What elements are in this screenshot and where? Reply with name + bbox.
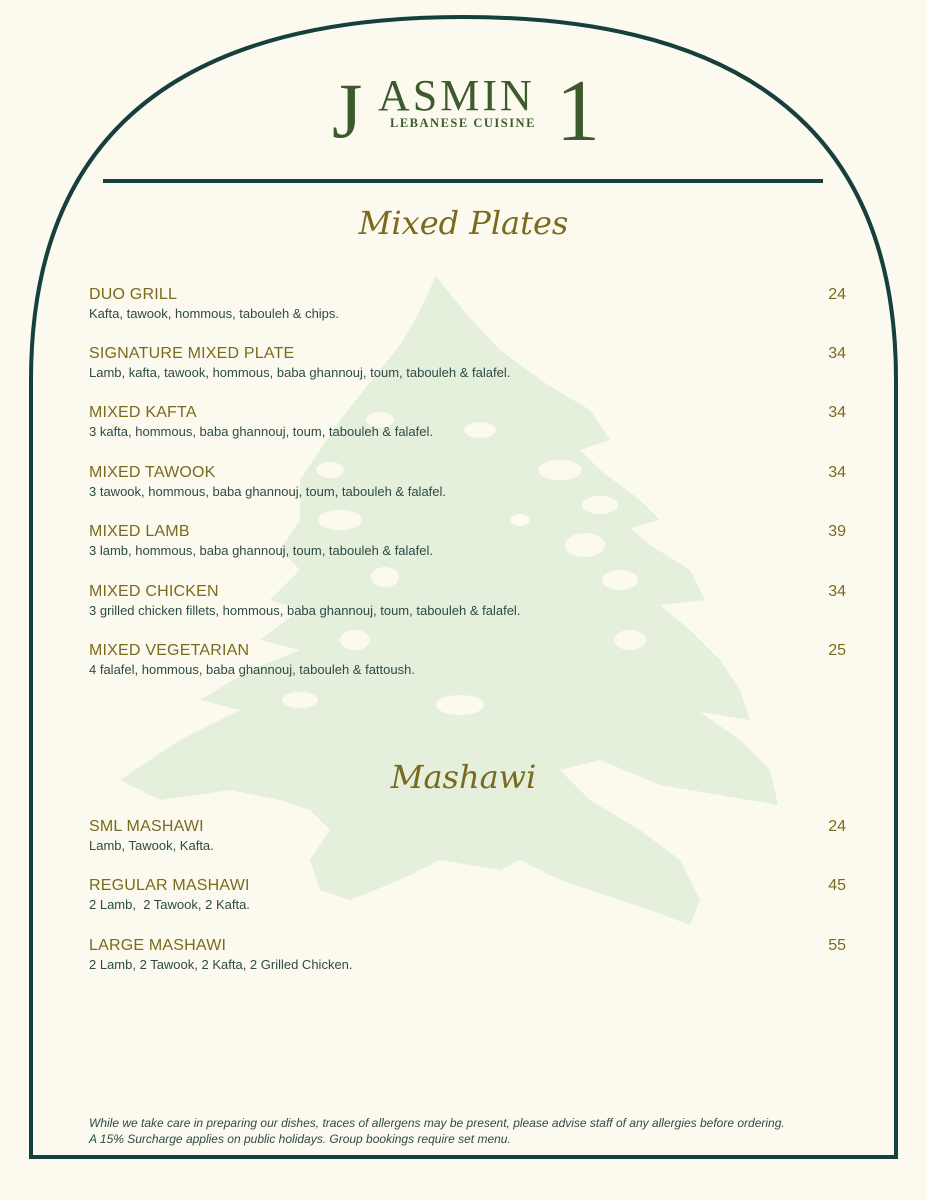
item-price: 45	[828, 877, 846, 894]
menu-item	[89, 345, 846, 385]
item-description: 3 tawook, hommous, baba ghannouj, toum, tabouleh & falafel.	[89, 484, 447, 499]
item-name: SIGNATURE MIXED PLATE	[89, 345, 295, 362]
item-description: Kafta, tawook, hommous, tabouleh & chips.	[89, 306, 340, 321]
surcharge-notice: A 15% Surcharge applies on public holidays. Group bookings require set menu.	[89, 1132, 511, 1146]
item-name: REGULAR MASHAWI	[89, 877, 250, 894]
item-description: 4 falafel, hommous, baba ghannouj, tabouleh & fattoush.	[89, 662, 415, 677]
logo-name: ASMIN	[378, 71, 535, 120]
item-price: 24	[828, 286, 846, 303]
item-price: 34	[828, 464, 846, 481]
item-description: 3 kafta, hommous, baba ghannouj, toum, tabouleh & falafel.	[89, 424, 434, 439]
menu-item	[89, 937, 846, 977]
menu-item	[89, 523, 846, 563]
item-name: MIXED VEGETARIAN	[89, 642, 250, 659]
allergen-disclaimer: While we take care in preparing our dishes, traces of allergens may be present, please advise staff of any allergies before ordering.	[89, 1116, 785, 1130]
item-description: Lamb, kafta, tawook, hommous, baba ghannouj, toum, tabouleh & falafel.	[89, 365, 511, 380]
item-description: 2 Lamb, 2 Tawook, 2 Kafta.	[89, 897, 250, 912]
item-price: 24	[828, 818, 846, 835]
menu-item	[89, 642, 846, 682]
restaurant-logo	[330, 63, 605, 160]
item-description: Lamb, Tawook, Kafta.	[89, 838, 214, 853]
item-name: MIXED LAMB	[89, 523, 190, 540]
item-name: SML MASHAWI	[89, 818, 204, 835]
item-price: 25	[828, 642, 846, 659]
item-description: 3 grilled chicken fillets, hommous, baba ghannouj, toum, tabouleh & falafel.	[89, 603, 521, 618]
item-name: MIXED CHICKEN	[89, 583, 219, 600]
item-price: 34	[828, 404, 846, 421]
item-name: MIXED TAWOOK	[89, 464, 216, 481]
item-price: 34	[828, 583, 846, 600]
item-price: 55	[828, 937, 846, 954]
logo-tagline: LEBANESE CUISINE	[390, 116, 536, 130]
section-title-mashawi: Mashawi	[390, 758, 537, 796]
menu-item	[89, 464, 846, 504]
item-price: 34	[828, 345, 846, 362]
item-price: 39	[828, 523, 846, 540]
item-name: LARGE MASHAWI	[89, 937, 227, 954]
item-description: 3 lamb, hommous, baba ghannouj, toum, tabouleh & falafel.	[89, 543, 433, 558]
allergen-notice	[89, 1115, 859, 1147]
menu-item	[89, 286, 846, 326]
menu-item	[89, 404, 846, 444]
item-description: 2 Lamb, 2 Tawook, 2 Kafta, 2 Grilled Chicken.	[89, 957, 353, 972]
menu-item	[89, 818, 846, 858]
section-title-mixed-plates: Mixed Plates	[358, 204, 569, 242]
logo-numeral: 1	[556, 63, 600, 160]
item-name: DUO GRILL	[89, 286, 178, 303]
menu-item	[89, 877, 846, 917]
menu-item	[89, 583, 846, 623]
logo-initial: J	[332, 67, 363, 154]
item-name: MIXED KAFTA	[89, 404, 197, 421]
